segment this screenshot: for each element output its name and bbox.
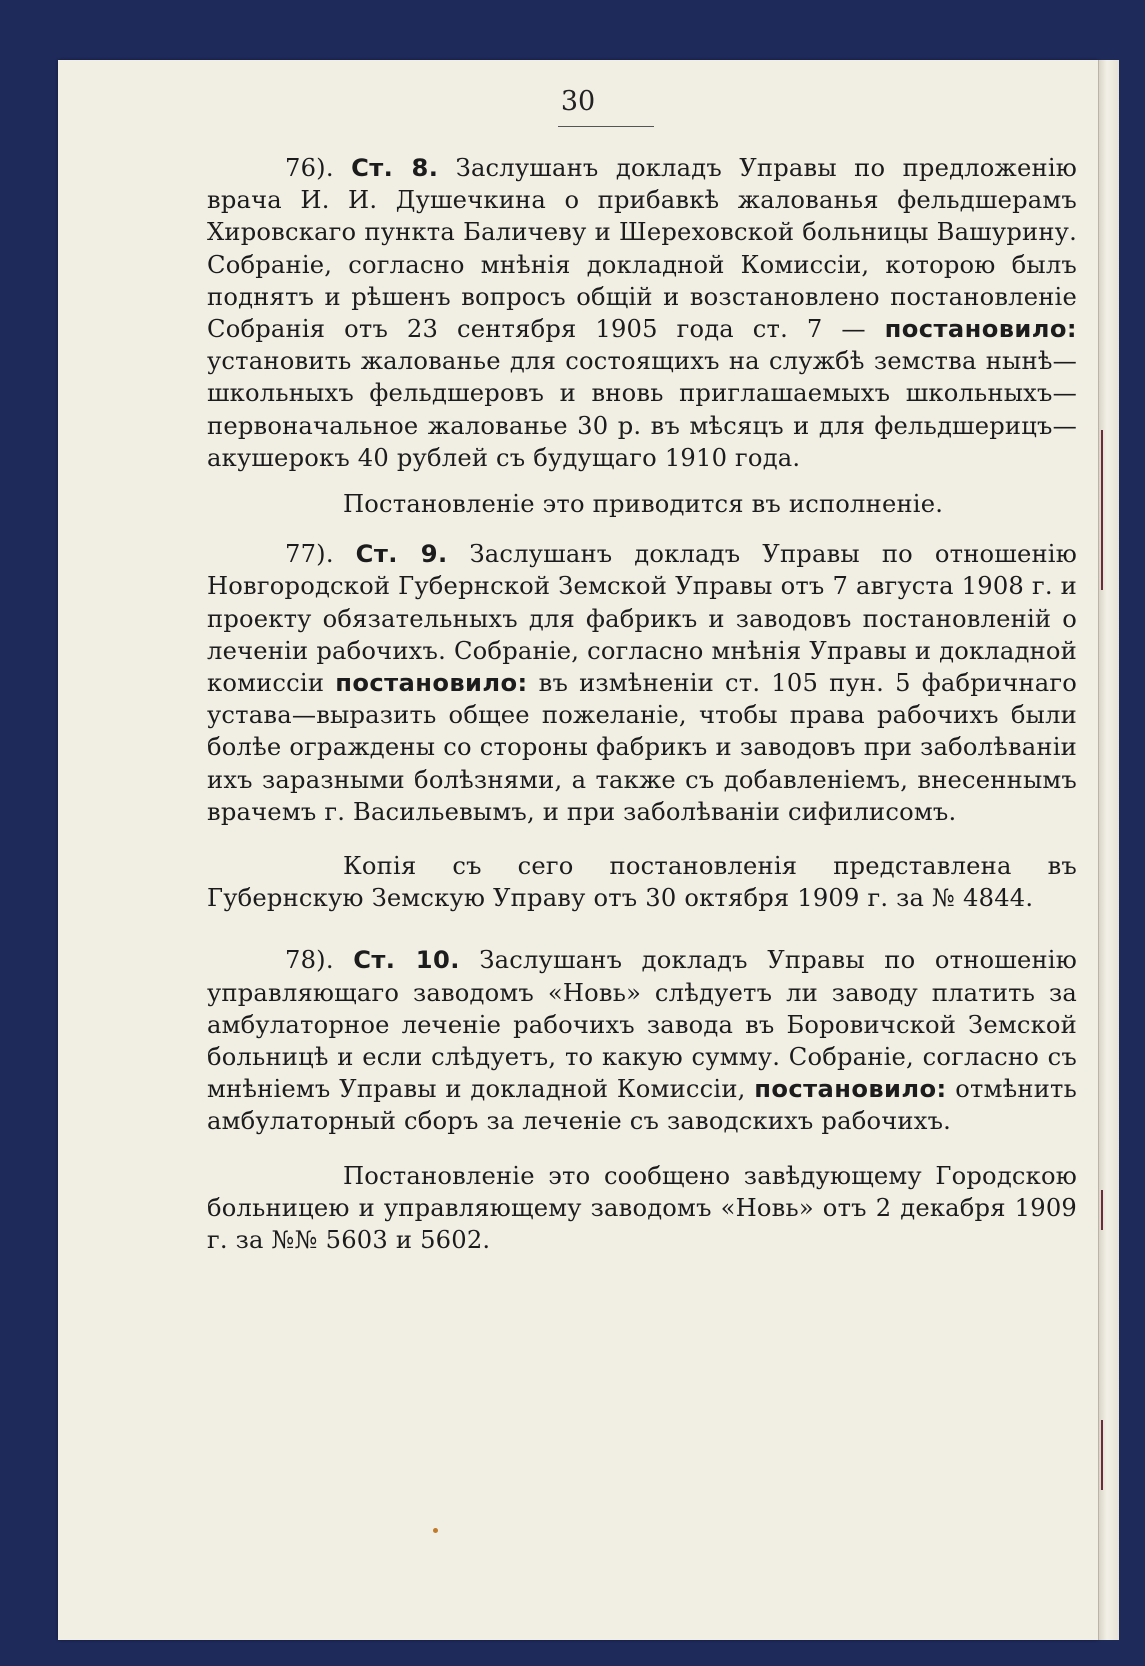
page-number: 30 <box>560 86 596 117</box>
item-78-note: Постановленіе это сообщено завѣдующему Городскою больницею и управляющему заводомъ «Новь» отъ 2 декабря 1909 г. за №№ 5603 и 5602. <box>207 1161 1077 1255</box>
item-78 <box>207 944 1077 1137</box>
item-text-continued: отмѣнить амбулаторный сборъ за леченіе съ заводскихъ рабочихъ. <box>207 1075 1078 1136</box>
item-number: 77). <box>285 540 334 569</box>
binding-thread <box>1101 1420 1103 1490</box>
item-text-continued: въ измѣненіи ст. 105 пун. 5 фабричнаго устава—выразить общее пожеланіе, чтобы права рабочихъ были болѣе ограждены со стороны фабрикъ и заводовъ при заболѣваніи ихъ заразными болѣзнями, а также съ добавленіемъ, внесеннымъ врачемъ г. Васильевымъ, и при заболѣваніи сифилисомъ. <box>207 669 1077 826</box>
resolution-keyword: постановило: <box>884 315 1077 344</box>
document-body <box>207 152 1077 1256</box>
item-76 <box>207 152 1077 474</box>
item-76-note: Постановленіе это приводится въ исполненіе. <box>343 490 944 519</box>
item-text: Заслушанъ докладъ Управы по отношенію Новгородской Губернской Земской Управы отъ 7 августа 1908 г. и проекту обязательныхъ для фабрикъ и заводовъ постановленій о леченіи рабочихъ. Собраніе, согласно мнѣнія Управы и докладной комиссіи <box>207 540 1077 698</box>
item-text: Заслушанъ докладъ Управы по отношенію управляющаго заводомъ «Новь» слѣдуетъ ли заводу платить за амбулаторное леченіе рабочихъ завода въ Боровичской Земской больницѣ и если слѣдуетъ, то какую сумму. Собраніе, согласно съ мнѣніемъ Управы и докладной Комиссіи, <box>207 946 1077 1104</box>
item-number: 78). <box>285 946 334 975</box>
binding-thread <box>1101 1190 1103 1230</box>
article-label: Ст. 9. <box>355 540 448 569</box>
resolution-keyword: постановило: <box>754 1075 947 1104</box>
binding-thread <box>1101 430 1103 590</box>
resolution-keyword: постановило: <box>335 669 528 698</box>
item-text-continued: установить жалованье для состоящихъ на службѣ земства нынѣ—школьныхъ фельдшеровъ и вновь приглашаемыхъ школьныхъ—первоначальное жалованье 30 р. въ мѣсяцъ и для фельдшерицъ—акушерокъ 40 рублей съ будущаго 1910 года. <box>207 347 1077 472</box>
document-page <box>58 60 1098 1640</box>
article-label: Ст. 8. <box>351 154 439 182</box>
article-label: Ст. 10. <box>353 946 460 975</box>
next-page-edge <box>1098 60 1119 1640</box>
paper-speck <box>433 1528 438 1533</box>
item-text: Заслушанъ докладъ Управы по предложенію врача И. И. Душечкина о прибавкѣ жалованья фельдшерамъ Хировскаго пункта Баличеву и Шереховской больницы Вашурину. Собраніе, согласно мнѣнія докладной Комиссіи, которою былъ поднятъ и рѣшенъ вопросъ общій и возстановлено постановленіе Собранія отъ 23 сентября 1905 года ст. 7 — <box>207 154 1078 344</box>
item-77 <box>207 538 1077 828</box>
item-number: 76). <box>285 154 334 182</box>
item-77-note: Копія съ сего постановленія представлена въ Губернскую Земскую Управу отъ 30 октября 1909 г. за № 4844. <box>207 852 1077 913</box>
page-number-underline <box>558 126 654 127</box>
